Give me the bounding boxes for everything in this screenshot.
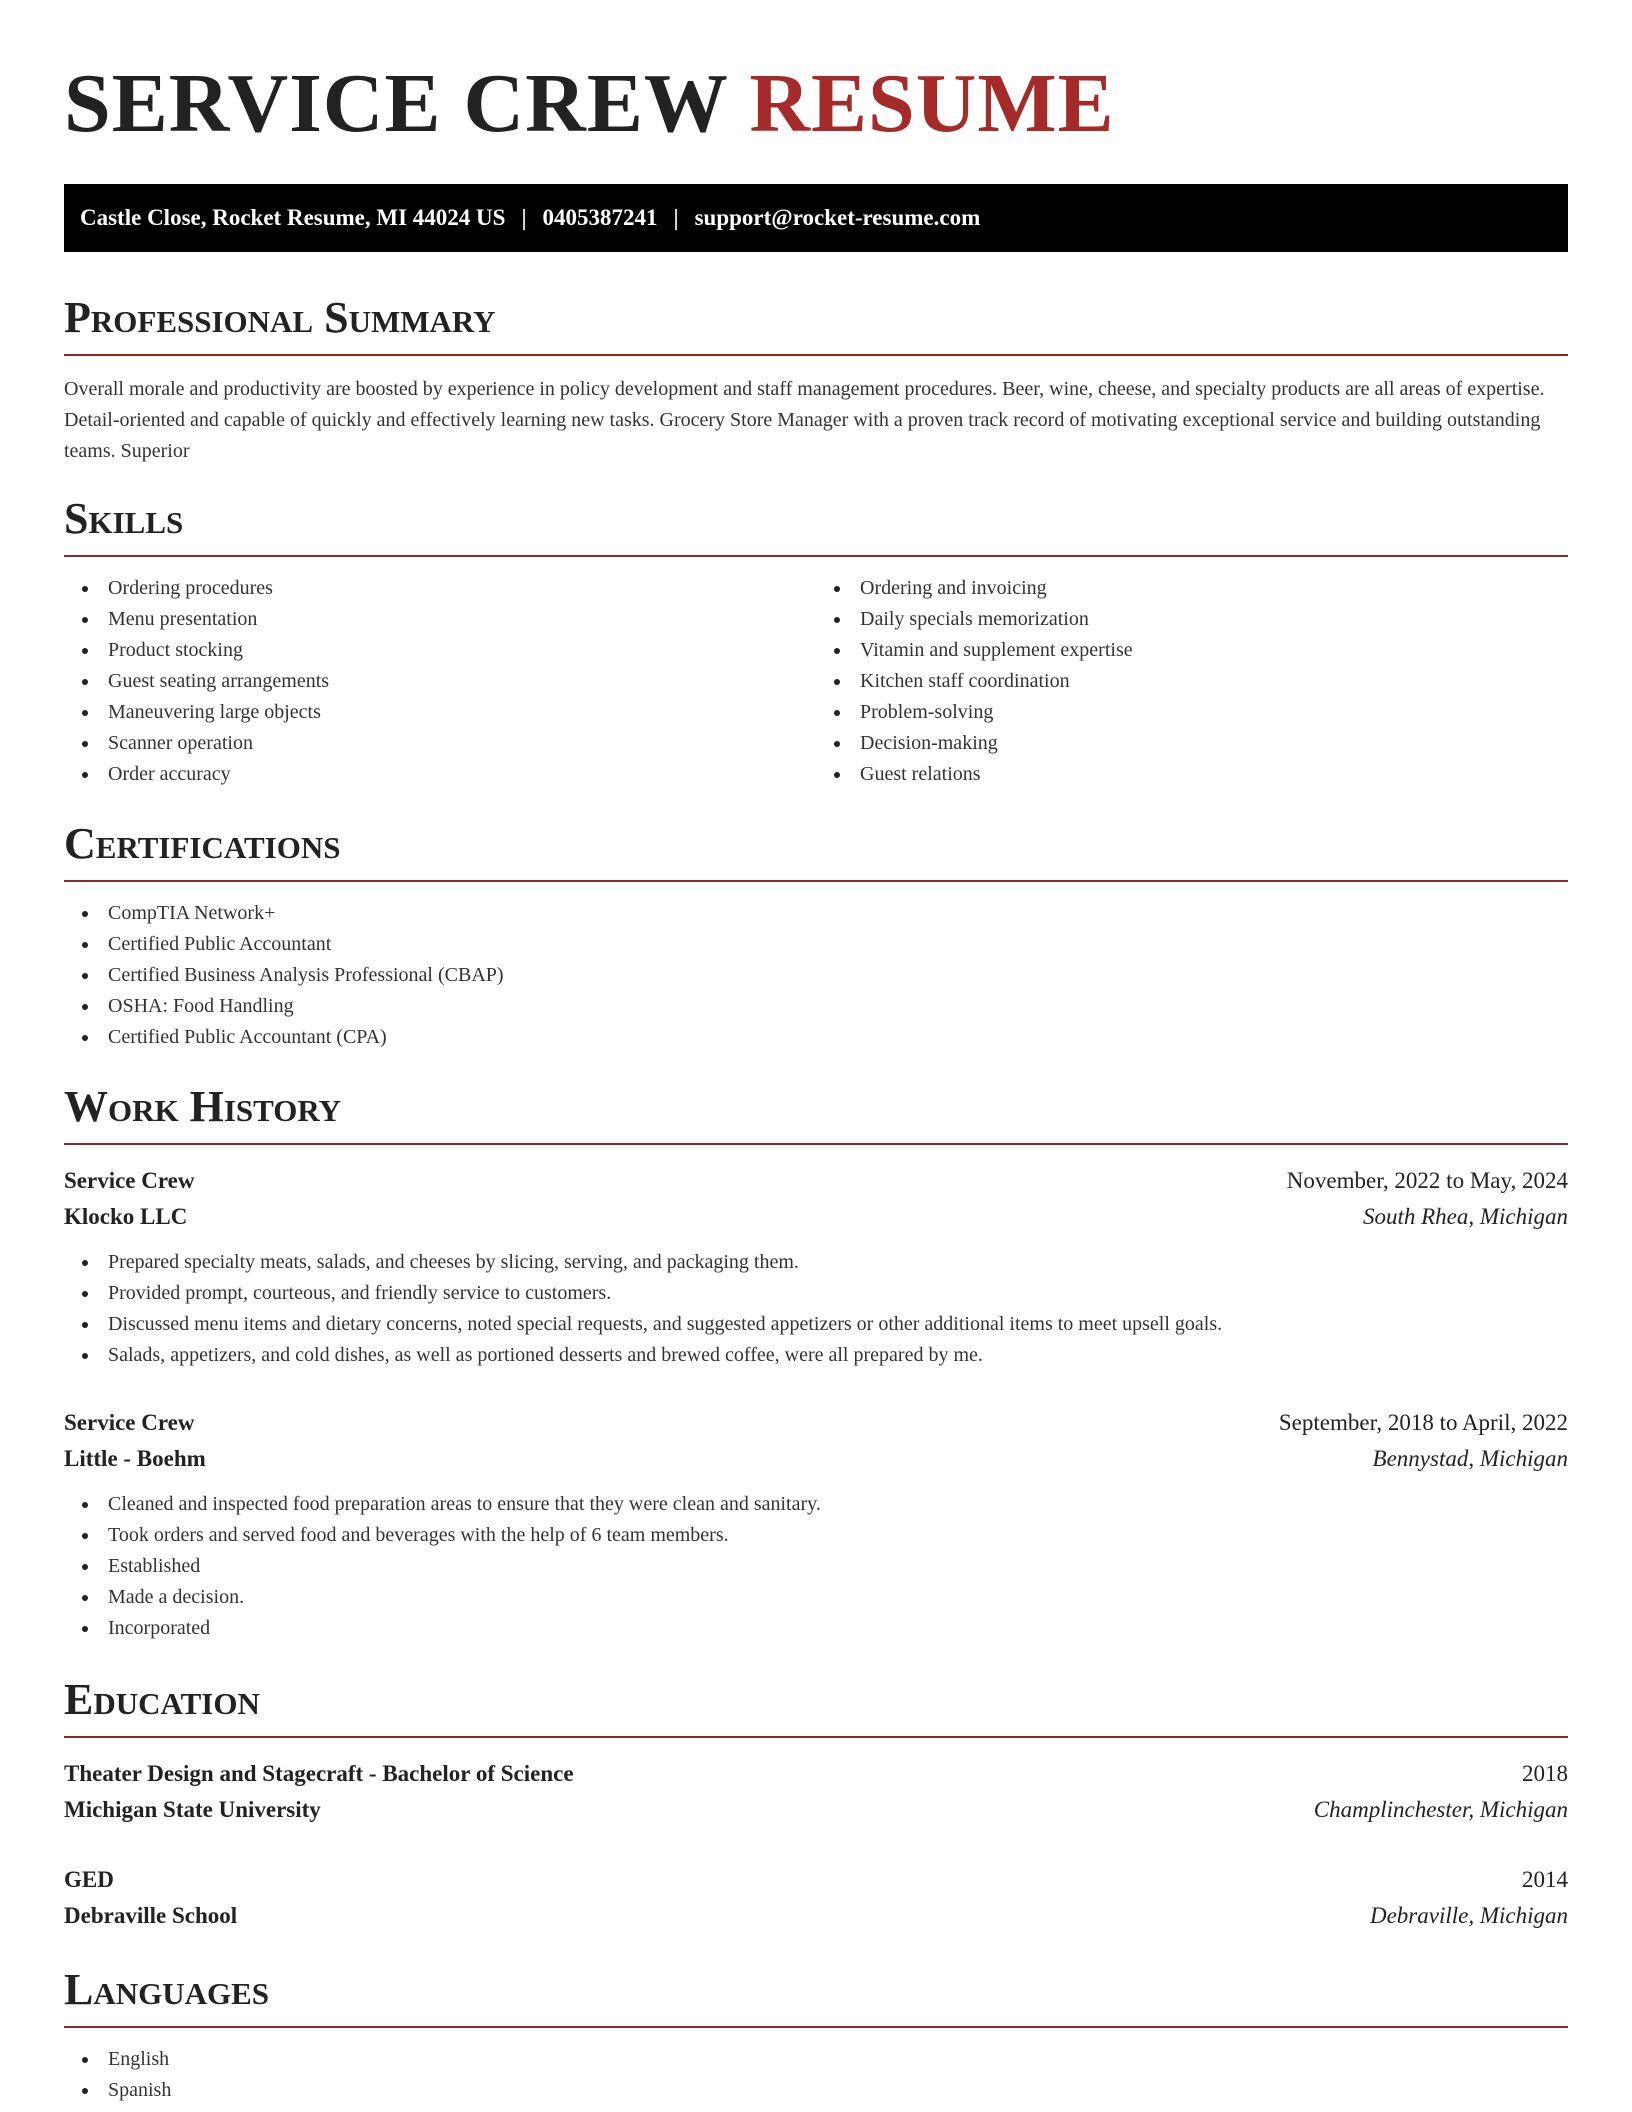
education-degree: Theater Design and Stagecraft - Bachelor of Science (64, 1761, 574, 1786)
skills-list-left (64, 573, 816, 790)
job-title: Service Crew (64, 1410, 195, 1435)
job-duty: Established (64, 1551, 1568, 1582)
education-year: 2018 (1522, 1761, 1568, 1786)
certifications-list (64, 898, 1568, 1053)
education-entry (64, 1756, 1568, 1828)
work-history-section (64, 1081, 1568, 1644)
languages-section (64, 1964, 1568, 2106)
education-section (64, 1674, 1568, 1934)
job-header-row (64, 1405, 1568, 1441)
job-company-row (64, 1441, 1568, 1477)
contact-separator: | (673, 205, 679, 230)
work-history-heading: Work History (64, 1081, 1568, 1145)
skills-list-right (816, 573, 1568, 790)
certification-item: Certified Business Analysis Professional (CBAP) (64, 960, 1568, 991)
education-school-row (64, 1898, 1568, 1934)
education-location: Champlinchester, Michigan (1313, 1797, 1568, 1822)
skill-item: Vitamin and supplement expertise (816, 635, 1568, 666)
job-duty: Cleaned and inspected food preparation areas to ensure that they were clean and sanitary. (64, 1489, 1568, 1520)
summary-text: Overall morale and productivity are boosted by experience in policy development and staff management procedures. Beer, wine, cheese, and specialty products are all areas of expertise. Detail-oriented and capable of quickly and effectively learning new tasks. Grocery Store Manager with a proven track record of motivating exceptional service and building outstanding teams. Superior (64, 378, 1545, 462)
job-duty: Prepared specialty meats, salads, and cheeses by slicing, serving, and packaging them. (64, 1247, 1568, 1278)
contact-bar (64, 184, 1568, 252)
certification-item: CompTIA Network+ (64, 898, 1568, 929)
job-duties-list (64, 1489, 1568, 1644)
education-heading: Education (64, 1674, 1568, 1738)
contact-email: support@rocket-resume.com (694, 205, 981, 230)
education-school-row (64, 1792, 1568, 1828)
job-duty: Provided prompt, courteous, and friendly service to customers. (64, 1278, 1568, 1309)
skill-item: Kitchen staff coordination (816, 666, 1568, 697)
contact-address: Castle Close, Rocket Resume, MI 44024 US (80, 205, 506, 230)
job-location: Bennystad, Michigan (1372, 1446, 1568, 1471)
skill-item: Problem-solving (816, 697, 1568, 728)
skill-item: Order accuracy (64, 759, 816, 790)
education-year: 2014 (1522, 1867, 1568, 1892)
job-title: Service Crew (64, 1168, 195, 1193)
skill-item: Guest relations (816, 759, 1568, 790)
job-company: Little - Boehm (64, 1446, 206, 1471)
job-duty: Salads, appetizers, and cold dishes, as well as portioned desserts and brewed coffee, were all prepared by me. (64, 1340, 1568, 1371)
title-accent: RESUME (749, 57, 1115, 150)
job-entry (64, 1405, 1568, 1644)
skill-item: Ordering procedures (64, 573, 816, 604)
skill-item: Scanner operation (64, 728, 816, 759)
job-dates: November, 2022 to May, 2024 (1286, 1168, 1568, 1193)
contact-separator: | (521, 205, 527, 230)
education-school: Michigan State University (64, 1797, 321, 1822)
languages-list (64, 2044, 1568, 2106)
resume-title (64, 0, 1568, 150)
education-degree-row (64, 1756, 1568, 1792)
education-degree-row (64, 1862, 1568, 1898)
languages-heading: Languages (64, 1964, 1568, 2028)
skill-item: Ordering and invoicing (816, 573, 1568, 604)
job-company: Klocko LLC (64, 1204, 188, 1229)
contact-phone: 0405387241 (542, 205, 658, 230)
skill-item: Maneuvering large objects (64, 697, 816, 728)
education-school: Debraville School (64, 1903, 238, 1928)
certifications-section (64, 818, 1568, 1053)
skills-columns (64, 557, 1568, 790)
language-item: Spanish (64, 2075, 1568, 2106)
skills-section (64, 493, 1568, 790)
job-location: South Rhea, Michigan (1362, 1204, 1568, 1229)
skill-item: Decision-making (816, 728, 1568, 759)
job-duty: Incorporated (64, 1613, 1568, 1644)
job-entry (64, 1163, 1568, 1371)
education-entry (64, 1862, 1568, 1934)
language-item: English (64, 2044, 1568, 2075)
summary-heading: Professional Summary (64, 292, 1568, 356)
job-header-row (64, 1163, 1568, 1199)
certification-item: OSHA: Food Handling (64, 991, 1568, 1022)
summary-section (64, 292, 1568, 467)
certifications-heading: Certifications (64, 818, 1568, 882)
certification-item: Certified Public Accountant (CPA) (64, 1022, 1568, 1053)
education-location: Debraville, Michigan (1369, 1903, 1568, 1928)
education-degree: GED (64, 1867, 114, 1892)
certification-item: Certified Public Accountant (64, 929, 1568, 960)
skill-item: Product stocking (64, 635, 816, 666)
job-duty: Made a decision. (64, 1582, 1568, 1613)
skill-item: Daily specials memorization (816, 604, 1568, 635)
job-duty: Discussed menu items and dietary concerns, noted special requests, and suggested appetizers or other additional items to meet upsell goals. (64, 1309, 1568, 1340)
job-duty: Took orders and served food and beverages with the help of 6 team members. (64, 1520, 1568, 1551)
job-company-row (64, 1199, 1568, 1235)
skill-item: Menu presentation (64, 604, 816, 635)
job-duties-list (64, 1247, 1568, 1371)
skills-heading: Skills (64, 493, 1568, 557)
title-main: SERVICE CREW (64, 57, 728, 150)
skill-item: Guest seating arrangements (64, 666, 816, 697)
job-dates: September, 2018 to April, 2022 (1278, 1410, 1568, 1435)
